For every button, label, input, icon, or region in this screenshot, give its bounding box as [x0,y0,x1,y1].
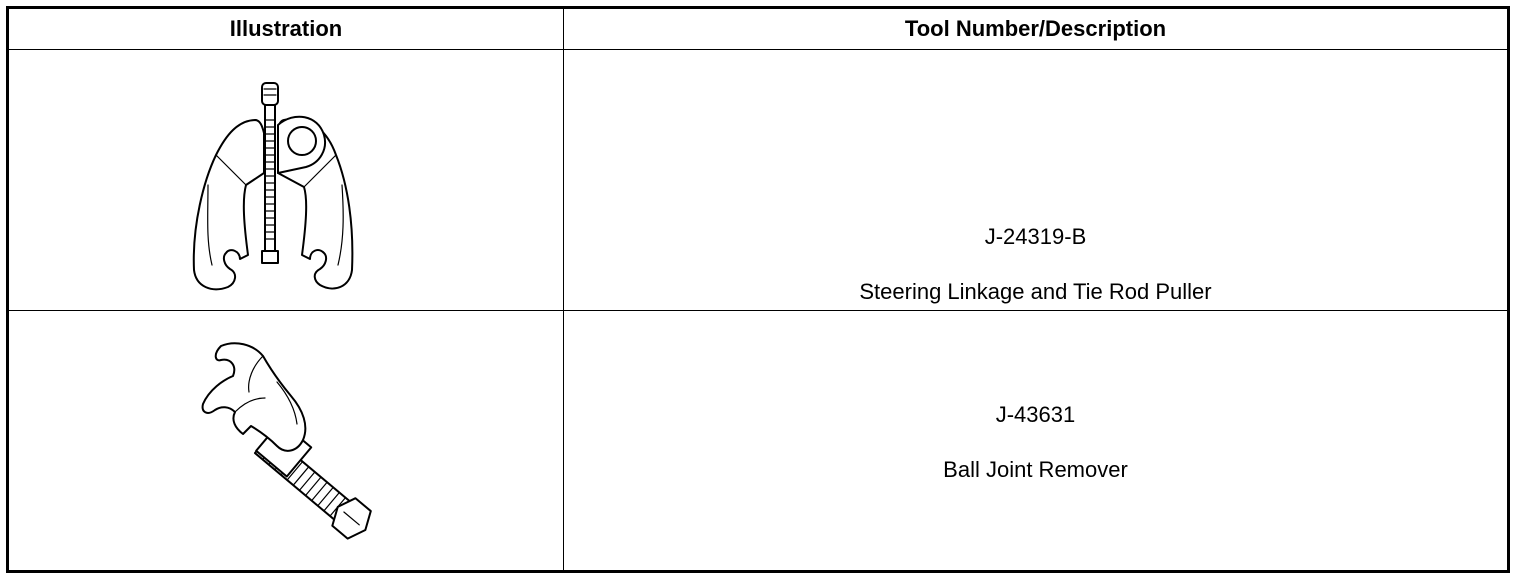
table-row [8,50,1509,311]
header-row [8,8,1509,50]
tool-description: Steering Linkage and Tie Rod Puller [859,279,1212,304]
special-tools-table [6,6,1510,573]
tool-description-cell [564,50,1509,311]
header-illustration: Illustration [8,8,564,50]
header-tool-description: Tool Number/Description [564,8,1509,50]
illustration-cell [8,311,564,572]
ball-joint-remover-icon [191,336,381,546]
tool-description: Ball Joint Remover [943,457,1128,482]
illustration-cell [8,50,564,311]
tool-number: J-43631 [995,402,1076,427]
tool-description-cell [564,311,1509,572]
table-row [8,311,1509,572]
tool-number: J-24319-B [984,224,1087,249]
tie-rod-puller-icon [186,65,386,295]
